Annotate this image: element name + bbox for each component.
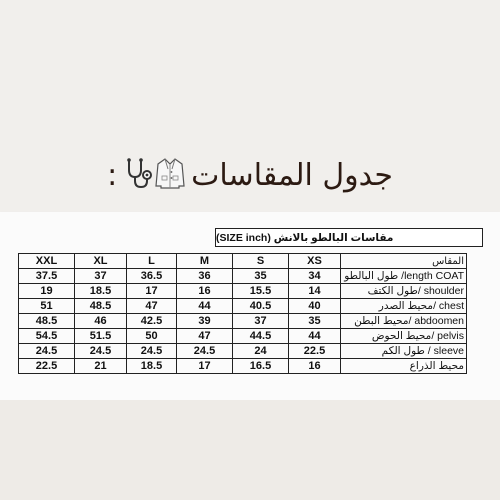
table-row <box>19 299 467 314</box>
value-cell: 16 <box>177 284 233 299</box>
value-cell: 35 <box>289 314 341 329</box>
value-cell: 16 <box>289 359 341 374</box>
row-label-cell: طول الكم / sleeve <box>341 344 467 359</box>
value-cell: 44 <box>177 299 233 314</box>
value-cell: 51.5 <box>75 329 127 344</box>
value-cell: 47 <box>177 329 233 344</box>
value-cell: 24.5 <box>177 344 233 359</box>
value-cell: 22.5 <box>289 344 341 359</box>
value-cell: 34 <box>289 269 341 284</box>
value-cell: 17 <box>127 284 177 299</box>
size-header-cell: S <box>233 254 289 269</box>
value-cell: 35 <box>233 269 289 284</box>
value-cell: 37 <box>75 269 127 284</box>
row-label-cell: محيط الذراع <box>341 359 467 374</box>
size-header-cell: XXL <box>19 254 75 269</box>
table-header-row <box>19 254 467 269</box>
heading <box>0 150 500 200</box>
value-cell: 36 <box>177 269 233 284</box>
stethoscope-icon <box>121 156 155 195</box>
value-cell: 39 <box>177 314 233 329</box>
row-label-cell: طول البالطو /length COAT <box>341 269 467 284</box>
size-table <box>18 253 467 374</box>
value-cell: 24.5 <box>19 344 75 359</box>
row-label-cell: محيط الصدر/ chest <box>341 299 467 314</box>
table-row <box>19 284 467 299</box>
value-cell: 17 <box>177 359 233 374</box>
value-cell: 22.5 <box>19 359 75 374</box>
value-cell: 18.5 <box>75 284 127 299</box>
value-cell: 42.5 <box>127 314 177 329</box>
value-cell: 24.5 <box>127 344 177 359</box>
value-cell: 48.5 <box>75 299 127 314</box>
table-row <box>19 359 467 374</box>
value-cell: 40 <box>289 299 341 314</box>
value-cell: 51 <box>19 299 75 314</box>
value-cell: 50 <box>127 329 177 344</box>
measurement-header-cell: المقاس <box>341 254 467 269</box>
table-row <box>19 329 467 344</box>
value-cell: 44 <box>289 329 341 344</box>
heading-icons <box>107 156 185 195</box>
size-header-cell: L <box>127 254 177 269</box>
row-label-cell: طول الكتف/ shoulder <box>341 284 467 299</box>
value-cell: 18.5 <box>127 359 177 374</box>
value-cell: 46 <box>75 314 127 329</box>
heading-colon: : <box>107 157 118 193</box>
value-cell: 19 <box>19 284 75 299</box>
table-row <box>19 269 467 284</box>
value-cell: 24.5 <box>75 344 127 359</box>
heading-title: جدول المقاسات <box>191 157 393 193</box>
table-title: مقاسات البالطو بالانش (SIZE inch) <box>215 228 483 247</box>
table-row <box>19 314 467 329</box>
lower-background <box>0 400 500 500</box>
value-cell: 40.5 <box>233 299 289 314</box>
value-cell: 37 <box>233 314 289 329</box>
value-cell: 44.5 <box>233 329 289 344</box>
lab-coat-icon <box>155 156 185 195</box>
value-cell: 14 <box>289 284 341 299</box>
value-cell: 37.5 <box>19 269 75 284</box>
value-cell: 47 <box>127 299 177 314</box>
value-cell: 16.5 <box>233 359 289 374</box>
size-header-cell: XS <box>289 254 341 269</box>
value-cell: 48.5 <box>19 314 75 329</box>
size-header-cell: M <box>177 254 233 269</box>
value-cell: 24 <box>233 344 289 359</box>
value-cell: 36.5 <box>127 269 177 284</box>
value-cell: 15.5 <box>233 284 289 299</box>
row-label-cell: محيط الحوض/ pelvis <box>341 329 467 344</box>
value-cell: 21 <box>75 359 127 374</box>
size-header-cell: XL <box>75 254 127 269</box>
value-cell: 54.5 <box>19 329 75 344</box>
table-row <box>19 344 467 359</box>
row-label-cell: محيط البطن/ abdoomen <box>341 314 467 329</box>
